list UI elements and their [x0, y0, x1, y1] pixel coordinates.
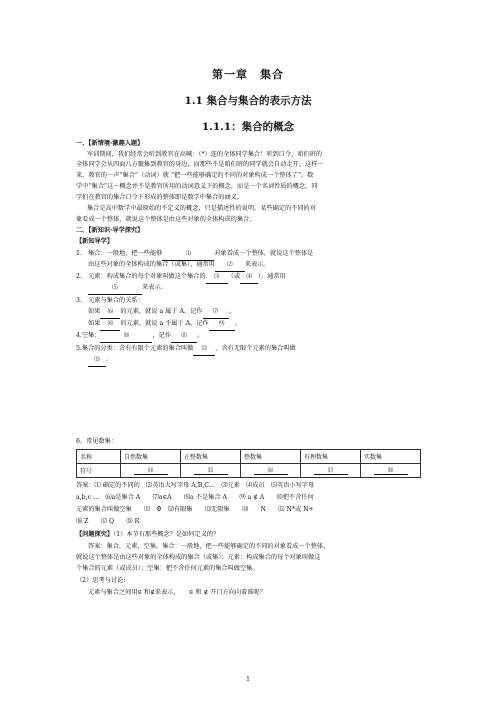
answer-1-line: 答案：集合，元素，空集。集合：一般地，把一些能够确定的不同的对象看成一个整体， [88, 543, 330, 550]
item-2-line: 2. 元素：构成集合的每个对象叫做这个集合的 ⑶ （或 ⑷ ），通常用 [76, 272, 286, 284]
item-2-line: ⑸ 来表示。 [88, 283, 167, 295]
blank-9: ⑼ [209, 320, 235, 331]
table-cell: 实数集 [361, 450, 421, 464]
table-cell: 符号 [77, 464, 121, 478]
table-row [77, 464, 421, 478]
problem-explore-label: 【问题探究】 [76, 531, 114, 538]
intro-paragraph-line: 象看成一个整体，就说这个整体是由这些对象的全体构成的集合。 [76, 216, 256, 223]
blank-11: ⑾ [171, 332, 197, 343]
table-cell: 正整数集 [181, 450, 241, 464]
blank-7: ⑺ [203, 308, 229, 319]
blank-1: ⑴ [162, 250, 214, 261]
item-3-line: 如果 ⑻ 的元素，就说 a 不属于 A，记作 ⑼ 。 [88, 319, 241, 331]
intro-paragraph-line: 来，教官的一声“集合”（动词）就 “把一些能够确定的不同的对象构成一个整体了”。数 [76, 172, 314, 179]
blank-6: ⑹ [100, 308, 120, 319]
item-6-title: 6、常见数集： [76, 438, 118, 445]
table-cell: ⒂ [181, 464, 241, 478]
intro-paragraph-line: 全体同学会从四面八方聚集到教官的身边，而那些不是咱们班的同学就会自动走开。这样一 [76, 161, 324, 168]
intro-heading: 一、【新情境·激趣入题】 [76, 140, 144, 147]
answer-line: 元素的集合叫做空集 ⑾ Φ ⑿有限集 ⒀无限集 ⒁ N ⒂ N*或 N+ [76, 506, 314, 513]
blank-12: ⑿ [193, 345, 215, 356]
blank-13: ⒀ [88, 356, 106, 367]
question-1: 【问题探究】（1）本节有那些概念？是如何定义的？ [76, 531, 220, 538]
section-title: 1.1 集合与集合的表示方法 [184, 95, 312, 107]
blank-10: ⑽ [100, 332, 152, 343]
answer-line: a,b,c … ⑹a是集合 A ⑺a∈A ⑻a 不是集合 A ⑼ a ∉ A ⑽把不含任何 [76, 494, 314, 501]
item-1-line: 1. 集合：一般地，把一些能够 ⑴ 对象看成一个整体，就说这个整体是 [76, 249, 313, 261]
number-sets-table [76, 449, 421, 478]
intro-paragraph-line: 学中“集合”这一概念并不是教官所用的动词意义下的概念，而是一个名词性质的概念，同 [76, 183, 318, 190]
table-cell: 自然数集 [121, 450, 181, 464]
table-cell: ⒅ [361, 464, 421, 478]
chapter-title: 第一章 集合 [212, 68, 284, 81]
knowledge-heading: 二、【新知识·导学探究】 [76, 227, 144, 234]
table-cell: 整数集 [241, 450, 301, 464]
intro-paragraph-line: 集合是高中数学中最原始的不定义的概念，只是描述性的说明。某些确定的不同的对 [87, 205, 316, 212]
item-4-line: 4.空集： ⑽ ，记作 ⑾ 。 [76, 331, 203, 343]
table-cell: ⒄ [301, 464, 361, 478]
table-cell: 有理数集 [301, 450, 361, 464]
table-cell: 名称 [77, 450, 121, 464]
answer-1-line: 就说这个整体是由这些对象的全体构成的集合（或集）；元素：构成集合的每个对象叫做这 [76, 554, 321, 561]
blank-5: ⑸ [88, 284, 142, 295]
answer-line: 答案：⑴ 确定的不同的 ⑵英语大写字母 A,B,C… ⑶元素 ⑷成员 ⑸英语小写字母 [76, 482, 315, 489]
subsection-title: 1.1.1：集合的概念 [201, 121, 295, 133]
page-number: 1 [246, 676, 250, 683]
item-3-title: 3. 元素与集合的关系： [76, 297, 144, 304]
blank-4: ⑷ [240, 273, 258, 284]
table-cell: ⒁ [121, 464, 181, 478]
answer-1-line: 个集合的元素（或成员）；空集：把不含任何元素的集合叫做空集。 [76, 565, 259, 572]
table-row [77, 450, 421, 464]
blank-3: ⑶ [206, 273, 228, 284]
item-1-line: 由这些对象的全体构成的集合（或集），通常用 ⑵ 来表示。 [88, 260, 270, 272]
table-cell: ⒃ [241, 464, 301, 478]
item-5-line: ⒀ 。 [88, 355, 112, 367]
answer-line: ⒃ Z ⒄ Q ⒅ R [76, 518, 140, 525]
blank-8: ⑻ [100, 320, 120, 331]
item-3-line: 如果 ⑹ 的元素，就说 a 属于 A。记作 ⑺ 。 [88, 307, 235, 319]
intro-paragraph-line: 军训期间，我们经常会听到教官在高喊：（*）连的全体同学集合！听到口令，咱们班的 [87, 151, 323, 158]
blank-2: ⑵ [215, 261, 245, 272]
question-2-line: 元素与集合之间用∈ 和∉来表示， ∈ 和 ∉ 开口方向向着谁呢？ [88, 589, 266, 596]
intro-paragraph-line: 学们在教官的集合口令下形成的整体即是数学中集合的涵义。 [76, 194, 244, 201]
question-2: （2）思考与讨论: [76, 577, 126, 584]
item-5-line: 5.集合的分类：含有有限个元素的集合叫做 ⑿ ，含有无限个元素的集合叫做 [76, 344, 296, 356]
knowledge-subheading: 【新知导学】 [76, 238, 114, 245]
